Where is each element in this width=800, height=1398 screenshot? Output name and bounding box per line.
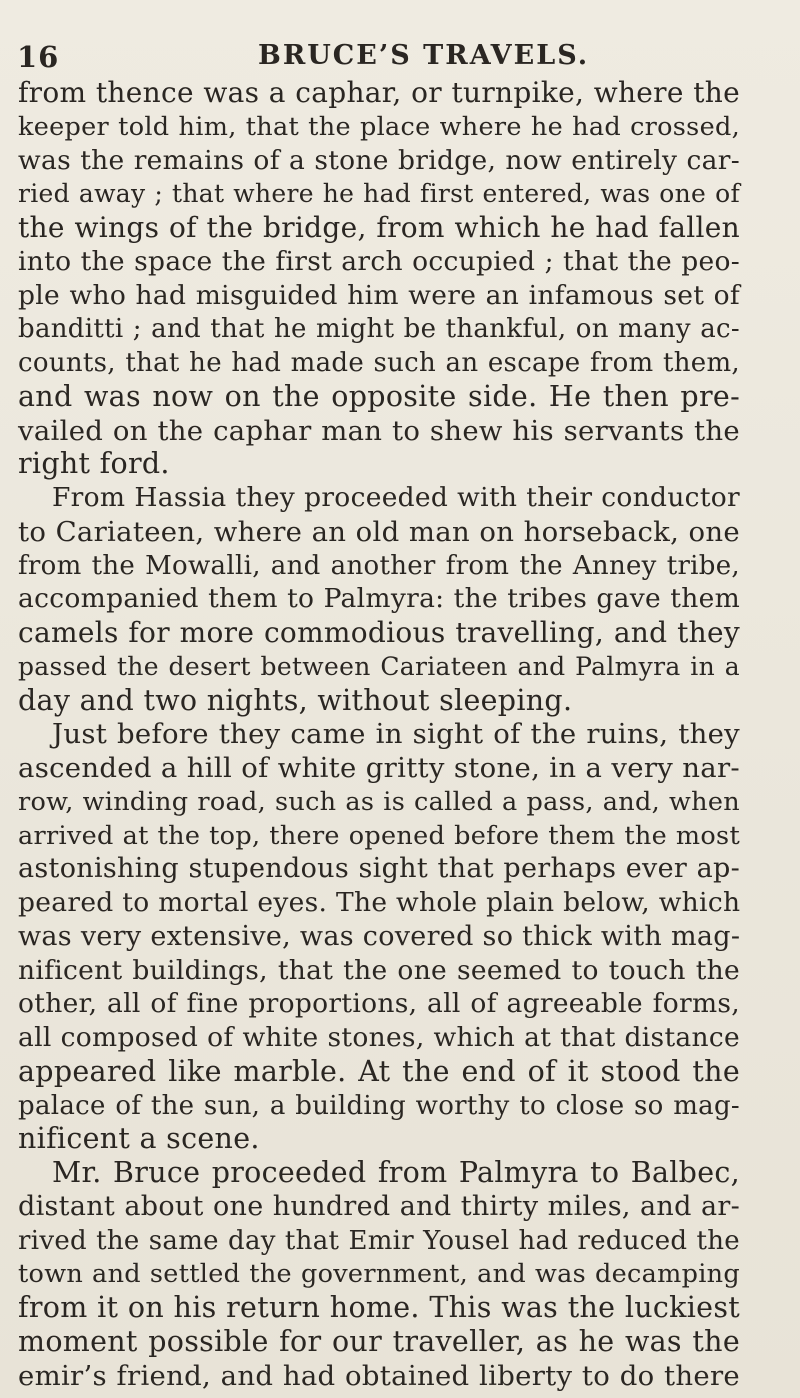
text-line: keeper told him, that the place where he had crossed,	[18, 111, 740, 142]
running-title: BRUCE’S TRAVELS.	[258, 40, 590, 71]
text-line: from thence was a caphar, or turnpike, where the	[18, 76, 740, 109]
text-line: nificent buildings, that the one seemed to touch the	[18, 954, 740, 986]
text-line: From Hassia they proceeded with their conductor	[52, 482, 740, 513]
text-line: ascended a hill of white gritty stone, in a very nar-	[18, 752, 740, 784]
running-head	[0, 40, 800, 80]
text-line: peared to mortal eyes. The whole plain below, which	[18, 887, 741, 918]
text-line: all composed of white stones, which at that distance	[18, 1022, 740, 1053]
text-line: accompanied them to Palmyra: the tribes gave them	[18, 583, 740, 615]
text-line: ple who had misguided him were an infamous set of	[18, 279, 740, 311]
text-line: distant about one hundred and thirty miles, and ar-	[18, 1190, 740, 1222]
text-line: banditti ; and that he might be thankful, on many ac-	[18, 314, 740, 345]
text-line: Just before they came in sight of the ruins, they	[52, 718, 740, 751]
text-line: astonishing stupendous sight that perhaps ever ap-	[18, 853, 740, 885]
text-line: was very extensive, was covered so thick with mag-	[18, 920, 741, 952]
text-line: and was now on the opposite side. He then pre-	[18, 379, 740, 413]
text-line: the wings of the bridge, from which he had fallen	[18, 211, 740, 244]
text-line: palace of the sun, a building worthy to close so mag-	[18, 1090, 740, 1121]
text-line: counts, that he had made such an escape from them,	[18, 348, 740, 378]
text-line: camels for more commodious travelling, and they	[18, 616, 740, 649]
text-line: right ford.	[18, 447, 170, 481]
text-line: moment possible for our traveller, as he was the	[18, 1324, 740, 1358]
text-line: day and two nights, without sleeping.	[18, 683, 573, 717]
text-line: to Cariateen, where an old man on horseback, one	[18, 515, 740, 548]
text-line: arrived at the top, there opened before them the most	[18, 820, 740, 851]
text-line: vailed on the caphar man to shew his servants the	[18, 414, 740, 447]
text-line: into the space the first arch occupied ; that the peo-	[18, 245, 740, 277]
text-line: ried away ; that where he had first entered, was one of	[18, 179, 740, 209]
text-line: was the remains of a stone bridge, now entirely car-	[18, 144, 740, 176]
text-line: appeared like marble. At the end of it stood the	[18, 1054, 740, 1088]
text-line: town and settled the government, and was decamping	[18, 1259, 740, 1290]
text-line: nificent a scene.	[18, 1122, 260, 1156]
page-number: 16	[17, 40, 60, 74]
text-line: other, all of fine proportions, all of agreeable forms,	[18, 988, 740, 1020]
text-line: from it on his return home. This was the luckiest	[18, 1291, 740, 1324]
text-line: emir’s friend, and had obtained liberty to do there	[18, 1359, 740, 1392]
text-line: rived the same day that Emir Yousel had reduced the	[18, 1225, 740, 1256]
text-line: passed the desert between Cariateen and Palmyra in a	[18, 651, 740, 681]
text-line: Mr. Bruce proceeded from Palmyra to Balbec,	[52, 1156, 740, 1189]
text-line: from the Mowalli, and another from the Anney tribe,	[18, 550, 740, 581]
text-line: row, winding road, such as is called a pass, and, when	[18, 786, 740, 817]
